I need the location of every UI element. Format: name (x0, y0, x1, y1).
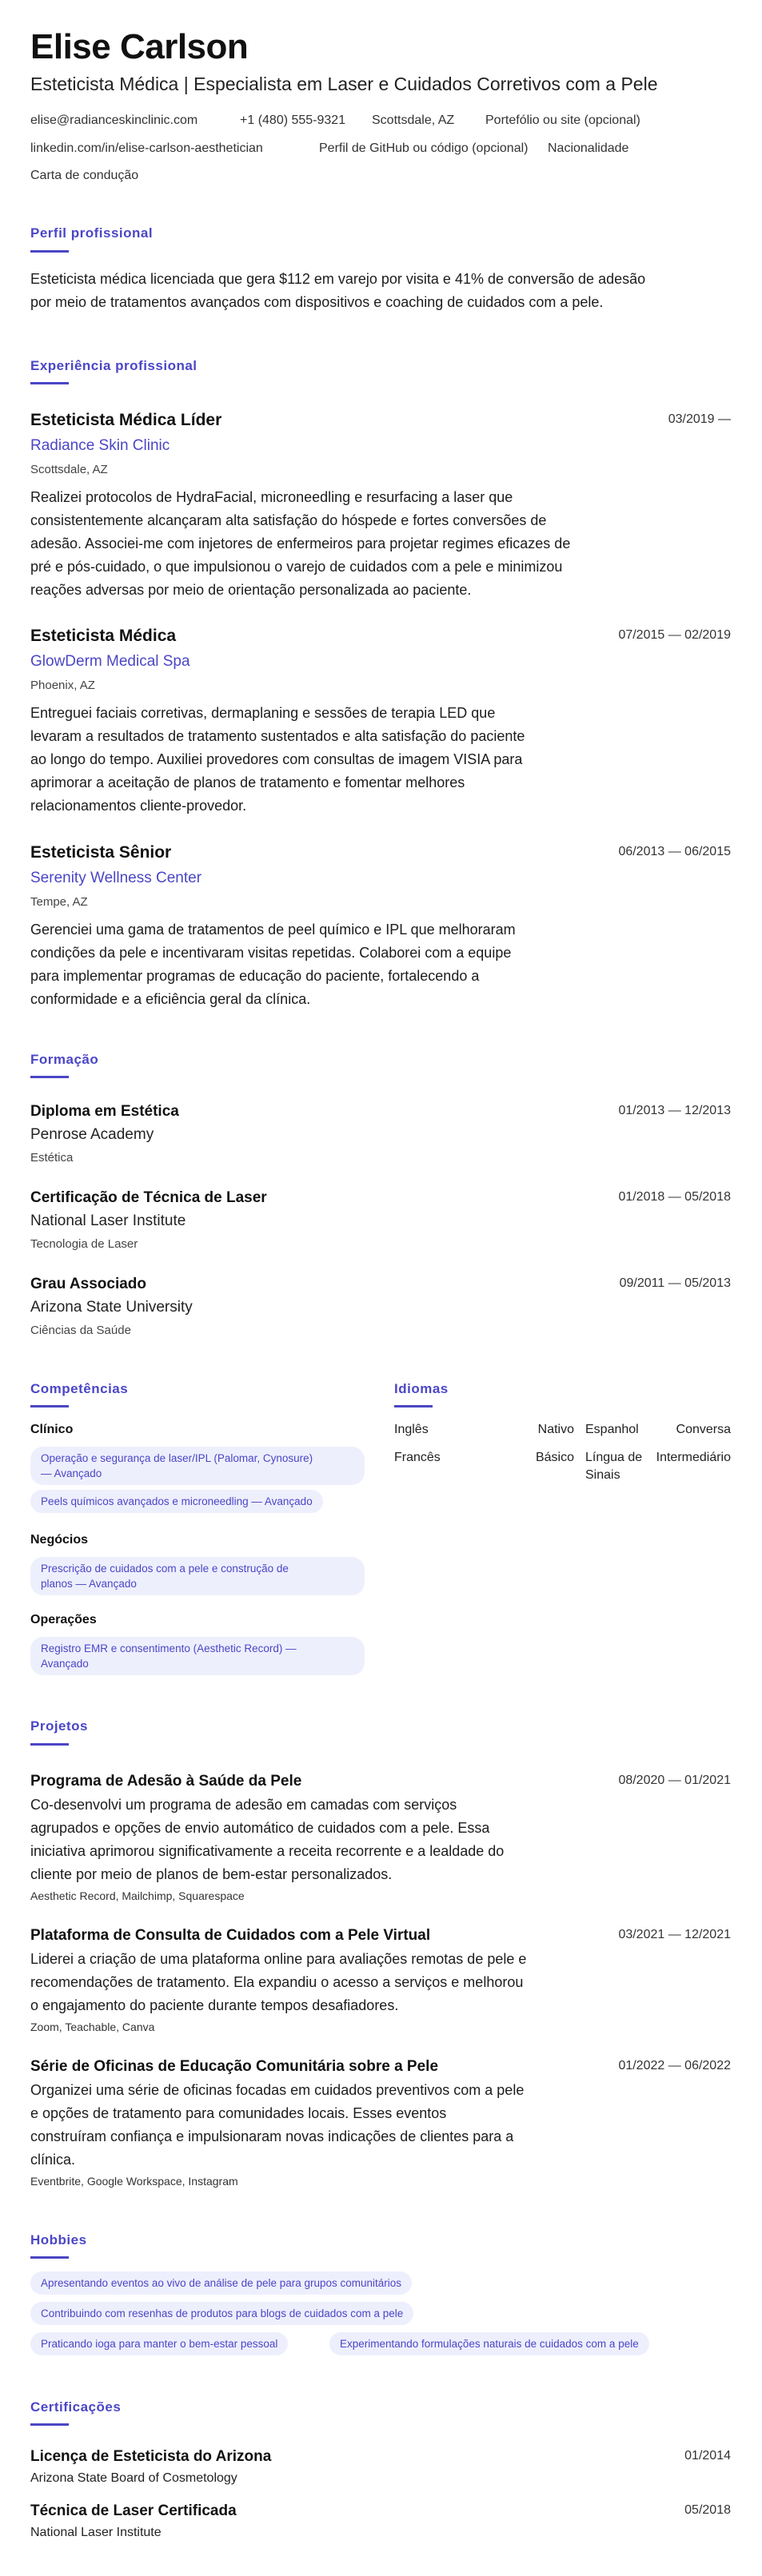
section-title-skills: Competências (30, 1381, 129, 1396)
project-description-line: construíram confiança e impulsionaram novas indicações de clientes para a (30, 2128, 514, 2144)
project-description-line: agrupados e opções de envio automático de cuidados com a pele. Essa (30, 1820, 490, 1836)
profile-summary-line: Esteticista médica licenciada que gera $112 em varejo por visita e 41% de conversão de adesão (30, 271, 646, 287)
job-dates: 06/2013 — 06/2015 (618, 845, 731, 858)
project-description-line: Co-desenvolvi um programa de adesão em camadas com serviços (30, 1797, 457, 1813)
certification-title: Licença de Esteticista do Arizona (30, 2448, 272, 2465)
section-title-certifications: Certificações (30, 2399, 122, 2415)
section-divider (30, 2256, 69, 2259)
skill-pill (30, 1447, 365, 1485)
job-description-line: adesão. Associei-me com injetores de enfermeiros para projetar regimes eficazes de (30, 536, 571, 551)
section-title-hobbies: Hobbies (30, 2232, 87, 2248)
education-institution: National Laser Institute (30, 1212, 186, 1229)
job-description-line: conformidade e a eficiência geral da clínica. (30, 991, 311, 1007)
hobby-pill: Contribuindo com resenhas de produtos para blogs de cuidados com a pele (30, 2302, 413, 2325)
education-degree: Diploma em Estética (30, 1103, 179, 1120)
section-divider (30, 250, 69, 253)
job-title: Esteticista Médica (30, 627, 177, 645)
job-description-line: relacionamentos cliente-provedor. (30, 798, 247, 814)
job-description-line: Entreguei faciais corretivas, dermaplaning e sessões de terapia LED que (30, 705, 496, 721)
education-field: Ciências da Saúde (30, 1324, 131, 1337)
section-divider (394, 1405, 433, 1407)
skill-pill-text: — Avançado (41, 1467, 102, 1479)
resume-name: Elise Carlson (30, 27, 249, 66)
contact-linkedin[interactable]: linkedin.com/in/elise-carlson-aesthetician (30, 141, 263, 155)
hobby-pill: Experimentando formulações naturais de cuidados com a pele (329, 2332, 649, 2355)
education-degree: Grau Associado (30, 1276, 147, 1292)
language-name: Francês (394, 1451, 441, 1464)
project-dates: 03/2021 — 12/2021 (618, 1928, 731, 1941)
certification-issuer: National Laser Institute (30, 2526, 162, 2539)
job-description-line: reações adversas por meio de orientação personalizada ao paciente. (30, 582, 472, 598)
job-company: Serenity Wellness Center (30, 870, 202, 886)
project-description-line: cliente por meio de planos de bem-estar personalizados. (30, 1866, 393, 1882)
language-level: Básico (535, 1451, 574, 1464)
skill-category: Clínico (30, 1423, 74, 1436)
section-title-profile: Perfil profissional (30, 225, 154, 241)
certification-issuer: Arizona State Board of Cosmetology (30, 2471, 237, 2485)
job-company: GlowDerm Medical Spa (30, 653, 190, 670)
section-title-experience: Experiência profissional (30, 358, 197, 373)
skill-pill-text: Operação e segurança de laser/IPL (Palomar, Cynosure) (41, 1452, 313, 1464)
certification-date: 05/2018 (684, 2503, 731, 2517)
education-dates: 01/2018 — 05/2018 (618, 1190, 731, 1204)
resume-headline: Esteticista Médica | Especialista em Laser e Cuidados Corretivos com a Pele (30, 74, 658, 94)
education-degree: Certificação de Técnica de Laser (30, 1189, 267, 1206)
section-divider (30, 382, 69, 384)
skill-pill-text: Registro EMR e consentimento (Aesthetic Record) — (41, 1642, 297, 1654)
skill-category: Negócios (30, 1533, 89, 1547)
project-dates: 08/2020 — 01/2021 (618, 1774, 731, 1787)
project-description-line: recomendações de tratamento. Ela expandiu o acesso a serviços e melhorou (30, 1974, 524, 1990)
section-divider (30, 1076, 69, 1078)
section-divider (30, 1405, 69, 1407)
contact-location: Scottsdale, AZ (372, 113, 455, 127)
contact-portfolio[interactable]: Portefólio ou site (opcional) (485, 113, 640, 127)
contact-phone[interactable]: +1 (480) 555-9321 (240, 113, 346, 127)
language-name-line: Língua de (585, 1451, 643, 1464)
language-name: Inglês (394, 1423, 429, 1436)
job-description-line: para implementar programas de educação do paciente, fortalecendo a (30, 968, 480, 984)
project-tech: Eventbrite, Google Workspace, Instagram (30, 2175, 238, 2188)
job-description-line: pré e pós-cuidado, o que impulsionou o varejo de cuidados com a pele e minimizou (30, 559, 563, 575)
project-description-line: clínica. (30, 2152, 76, 2168)
job-description-line: Gerenciei uma gama de tratamentos de peel químico e IPL que melhoraram (30, 922, 516, 938)
job-title: Esteticista Médica Líder (30, 411, 222, 429)
project-title: Plataforma de Consulta de Cuidados com a Pele Virtual (30, 1927, 431, 1944)
profile-summary-line: por meio de tratamentos avançados com dispositivos e coaching de cuidados com a pele. (30, 294, 604, 310)
skill-pill-text: planos — Avançado (41, 1578, 137, 1590)
section-title-education: Formação (30, 1052, 99, 1067)
hobby-pill: Praticando ioga para manter o bem-estar pessoal (30, 2332, 288, 2355)
language-level: Nativo (537, 1423, 574, 1436)
section-title-languages: Idiomas (394, 1381, 449, 1396)
contact-email[interactable]: elise@radianceskinclinic.com (30, 113, 198, 127)
project-description-line: e opções de tratamento para comunidades locais. Esses eventos (30, 2105, 447, 2121)
skill-pill-text: Prescrição de cuidados com a pele e construção de (41, 1563, 289, 1575)
project-dates: 01/2022 — 06/2022 (618, 2059, 731, 2072)
project-title: Programa de Adesão à Saúde da Pele (30, 1773, 302, 1790)
section-title-projects: Projetos (30, 1718, 89, 1734)
skill-pill-text: Peels químicos avançados e microneedling — Avançado (41, 1495, 313, 1507)
job-location: Scottsdale, AZ (30, 463, 108, 476)
skill-pill-text: Avançado (41, 1658, 89, 1670)
project-description-line: o engajamento do paciente durante tempos desafiadores. (30, 1997, 399, 2013)
language-level: Conversa (676, 1423, 731, 1436)
education-field: Tecnologia de Laser (30, 1237, 138, 1251)
skill-category: Operações (30, 1613, 97, 1626)
hobby-pill: Apresentando eventos ao vivo de análise de pele para grupos comunitários (30, 2271, 412, 2295)
project-tech: Zoom, Teachable, Canva (30, 2021, 155, 2033)
job-location: Phoenix, AZ (30, 679, 95, 692)
project-title: Série de Oficinas de Educação Comunitária sobre a Pele (30, 2058, 439, 2075)
section-divider (30, 2423, 69, 2426)
project-description-line: iniciativa aprimorou significativamente a receita recorrente e a lealdade do (30, 1843, 505, 1859)
job-description-line: levaram a resultados de tratamento sustentados e alta satisfação do paciente (30, 728, 525, 744)
job-description-line: condições da pele e incentivaram visitas repetidas. Colaborei com a equipe (30, 945, 512, 961)
education-field: Estética (30, 1151, 74, 1165)
skill-pill (30, 1490, 323, 1513)
skill-pill (30, 1557, 365, 1595)
job-dates: 07/2015 — 02/2019 (618, 628, 731, 642)
language-name: Espanhol (585, 1423, 639, 1436)
job-dates: 03/2019 — (668, 412, 731, 426)
certification-title: Técnica de Laser Certificada (30, 2502, 237, 2519)
certification-date: 01/2014 (684, 2449, 731, 2463)
contact-github[interactable]: Perfil de GitHub ou código (opcional) (319, 141, 529, 155)
language-name (585, 1449, 642, 1484)
contact-nationality: Nacionalidade (548, 141, 629, 155)
contact-driving-license: Carta de condução (30, 169, 139, 182)
skill-pill (30, 1637, 365, 1675)
project-tech: Aesthetic Record, Mailchimp, Squarespace (30, 1889, 245, 1902)
job-description-line: Realizei protocolos de HydraFacial, microneedling e resurfacing a laser que (30, 489, 513, 505)
job-description-line: aprimorar a aceitação de planos de tratamento e fomentar melhores (30, 774, 465, 790)
job-description-line: ao longo do tempo. Auxiliei provedores com consultas de imagem VISIA para (30, 751, 523, 767)
language-level: Intermediário (656, 1451, 731, 1464)
job-location: Tempe, AZ (30, 895, 88, 909)
job-title: Esteticista Sênior (30, 843, 172, 862)
project-description-line: Organizei uma série de oficinas focadas em cuidados preventivos com a pele (30, 2082, 525, 2098)
language-name-line: Sinais (585, 1468, 620, 1482)
section-divider (30, 1743, 69, 1746)
education-dates: 01/2013 — 12/2013 (618, 1104, 731, 1117)
project-description-line: Liderei a criação de uma plataforma online para avaliações remotas de pele e (30, 1951, 527, 1967)
job-description-line: consistentemente alcançaram alta satisfação do hóspede e fortes conversões de (30, 512, 547, 528)
education-institution: Penrose Academy (30, 1126, 154, 1143)
education-dates: 09/2011 — 05/2013 (619, 1276, 731, 1290)
job-company: Radiance Skin Clinic (30, 437, 170, 454)
education-institution: Arizona State University (30, 1299, 193, 1316)
